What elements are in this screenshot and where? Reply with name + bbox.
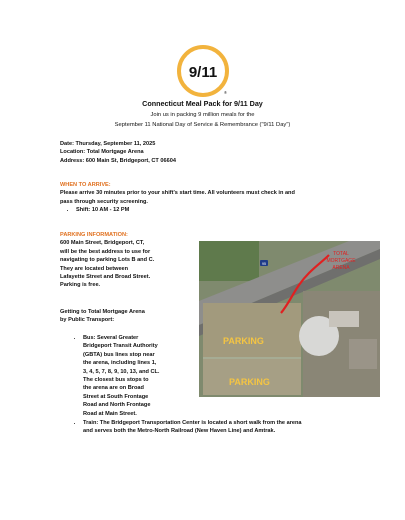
train-line-1: • Train: The Bridgeport Transportation Center is located a short walk from the arena	[83, 420, 302, 426]
bus-line: • Bus: Several Greater	[83, 335, 139, 341]
bus-line: 3, 4, 5, 7, 8, 9, 10, 13, and CL.	[83, 368, 160, 375]
shift-item: • Shift: 10 AM - 12 PM	[76, 206, 295, 214]
train-section	[73, 419, 302, 436]
parking-line: navigating to parking Lots B and C.	[60, 257, 155, 264]
arena-label-1: TOTAL	[333, 251, 349, 257]
bus-line: Road and North Frontage	[83, 402, 151, 409]
bus-list	[73, 334, 203, 418]
bus-item	[83, 334, 203, 418]
arena-annex	[329, 311, 359, 327]
bus-line: Road at Main Street.	[83, 410, 137, 417]
logo-text: 9/11	[188, 64, 218, 81]
parking-label-1: PARKING	[223, 336, 264, 346]
logo-registered-mark: ®	[224, 90, 227, 95]
bus-line: Bridgeport Transit Authority	[83, 343, 158, 350]
bus-line: The closest bus stops to	[83, 377, 149, 384]
aerial-map	[199, 241, 380, 397]
interstate-number: 95	[262, 262, 266, 266]
page-title: Connecticut Meal Pack for 9/11 Day	[142, 99, 263, 108]
parking-heading: PARKING INFORMATION:	[60, 232, 128, 238]
transport-heading	[60, 308, 145, 325]
bus-section	[73, 334, 203, 418]
shift-list	[60, 206, 295, 214]
bus-line: the arena are on Broad	[83, 385, 144, 392]
event-date: Date: Thursday, September 11, 2025	[60, 141, 156, 147]
event-location: Location: Total Mortgage Arena	[60, 149, 144, 156]
nine-eleven-logo	[176, 44, 230, 98]
train-item	[83, 419, 302, 436]
arrive-heading: WHEN TO ARRIVE:	[60, 182, 111, 188]
bus-line: (GBTA) bus lines stop near	[83, 351, 155, 358]
parking-section	[60, 231, 200, 290]
adjacent-building	[349, 339, 377, 369]
arena-label-3: ARENA	[332, 265, 350, 271]
subtitle-line-1: Join us in packing 9 million meals for the	[150, 112, 255, 118]
arena-label-2: MORTGAGE	[326, 258, 356, 264]
parking-line: will be the best address to use for	[60, 248, 151, 255]
arrive-section	[60, 181, 295, 215]
arrive-line-1: Please arrive 30 minutes prior to your shift's start time. All volunteers must check in and	[60, 190, 295, 197]
transport-heading-line-2: by Public Transport:	[60, 317, 115, 324]
map-trees	[199, 241, 259, 281]
bus-line: the arena, including lines 1,	[83, 360, 157, 367]
event-address: Address: 600 Main St, Bridgeport, CT 06604	[60, 157, 176, 164]
transport-heading-line-1: Getting to Total Mortgage Arena	[60, 309, 145, 315]
parking-line: 600 Main Street, Bridgeport, CT,	[60, 240, 145, 247]
parking-label-2: PARKING	[229, 377, 270, 387]
bus-line: Street at South Frontage	[83, 393, 149, 400]
subtitle-line-2: September 11 National Day of Service & Remembrance ("9/11 Day")	[114, 122, 291, 128]
parking-line: Parking is free.	[60, 282, 101, 289]
parking-line: They are located between	[60, 265, 129, 272]
event-details	[60, 140, 176, 165]
train-line-2: and serves both the Metro-North Railroad (New Haven Line) and Amtrak.	[83, 428, 276, 435]
parking-lot-upper	[203, 303, 301, 357]
arrive-line-2: pass through security screening.	[60, 198, 148, 205]
train-list	[73, 419, 302, 436]
parking-line: Lafayette Street and Broad Street.	[60, 274, 151, 281]
